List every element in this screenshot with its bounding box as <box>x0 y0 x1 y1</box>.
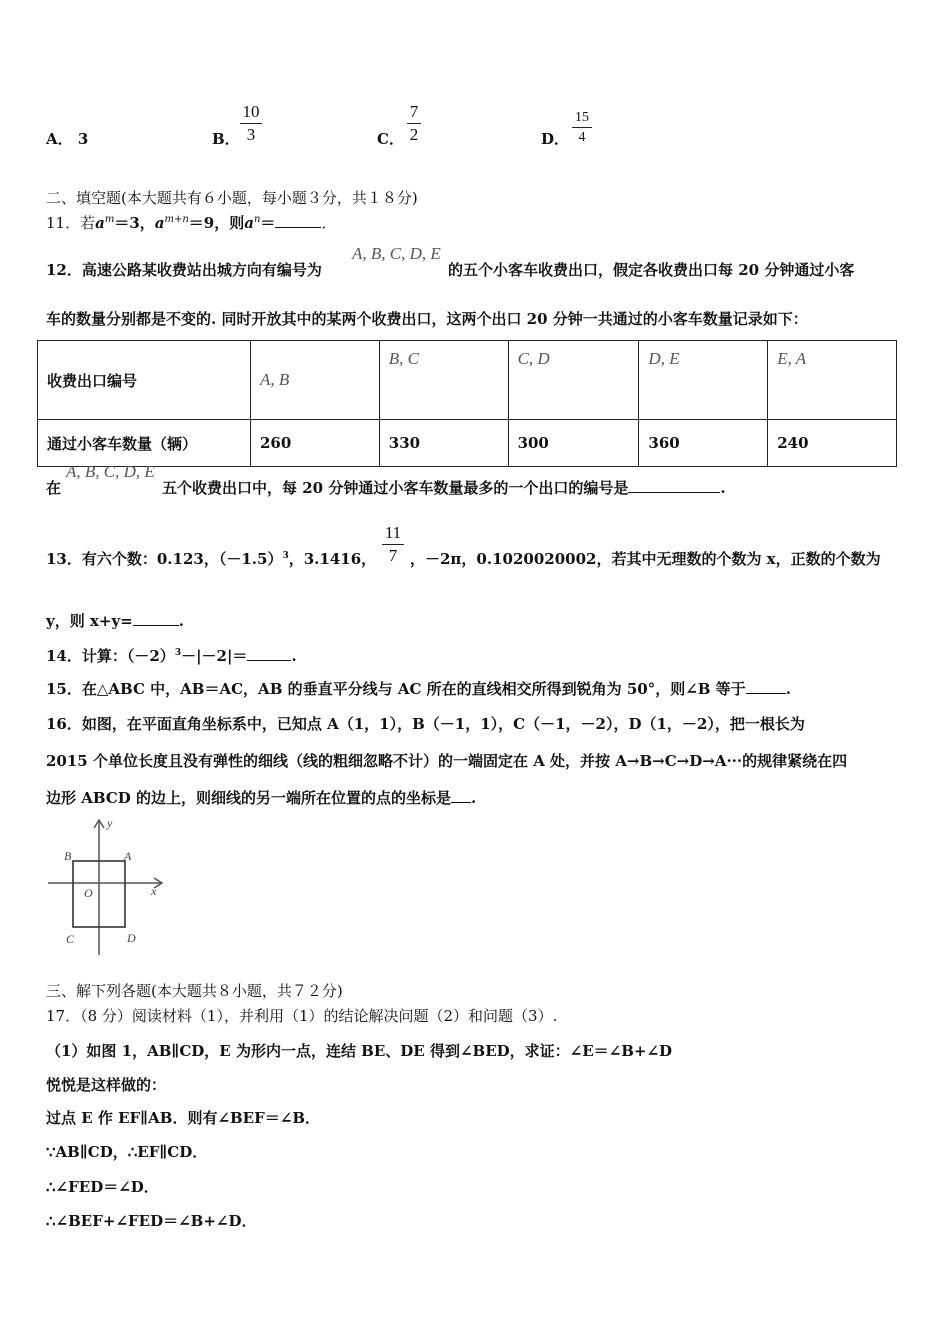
table-cell-value: 300 <box>508 420 639 467</box>
q12-line2: 车的数量分别都是不变的. 同时开放其中的某两个收费出口，这两个出口 20 分钟一共通过的小客车数量记录如下： <box>46 310 808 328</box>
q11-eq3: ＝ <box>260 214 276 232</box>
label-a: A <box>124 849 132 863</box>
q15-answer-blank[interactable] <box>746 693 786 694</box>
q12-math-abcde: A, B, C, D, E <box>352 244 441 263</box>
q16-line3-text: 边形 ABCD 的边上，则细线的另一端所在位置的点的坐标是 <box>46 789 451 807</box>
q15-end: . <box>785 680 791 698</box>
q12-answer-blank[interactable] <box>628 492 720 493</box>
table-cell-value: 360 <box>639 420 768 467</box>
option-c-fraction <box>407 103 421 144</box>
table-row <box>38 341 897 420</box>
q13-numerator: 11 <box>384 523 402 542</box>
q11-answer-blank[interactable] <box>275 227 321 228</box>
q11-exp-n: n <box>253 214 261 225</box>
q13-fraction <box>382 524 404 565</box>
q13-denominator: 7 <box>388 546 398 565</box>
q16-line3-end: . <box>471 789 477 807</box>
option-d-denominator: 4 <box>578 130 586 145</box>
q11-exp-m: m <box>104 214 115 225</box>
q13-line1-c: ，－2π，0.1020020002，若其中无理数的个数为 x，正数的个数为 <box>410 550 881 568</box>
table-cell-value: 260 <box>251 420 380 467</box>
q17-line5: ∵AB∥CD，∴EF∥CD． <box>46 1143 208 1161</box>
q11-exp-mn: m+n <box>164 214 189 225</box>
table-cell-col-cd: C, D <box>508 341 639 420</box>
option-c-denominator: 2 <box>409 125 419 144</box>
q17-line2: （1）如图 1，AB∥CD，E 为形内一点，连结 BE、DE 得到∠BED，求证：∠E＝∠B+∠D <box>46 1042 673 1060</box>
q16-answer-blank[interactable] <box>451 802 471 803</box>
section3-heading: 三、解下列各题(本大题共８小题，共７２分) <box>46 982 343 1000</box>
table-cell-col-ea: E, A <box>768 341 897 420</box>
option-a <box>46 128 88 149</box>
q13-line1-a-text: 13．有六个数：0.123，（－1.5） <box>46 550 283 568</box>
q16-line1: 16．如图，在平面直角坐标系中，已知点 A（1，1），B（－1，1），C（－1，－2），D（1，－2），把一根长为 <box>46 715 805 733</box>
option-c-letter: C． <box>377 130 404 148</box>
q11-prefix: 11．若 <box>46 214 96 232</box>
option-b-denominator: 3 <box>246 125 256 144</box>
label-x: x <box>151 884 157 898</box>
option-d-numerator: 15 <box>575 110 589 125</box>
option-c-numerator: 7 <box>409 102 419 121</box>
label-o: O <box>84 886 93 900</box>
label-y: y <box>107 816 113 830</box>
q13-line1-b: ，3.1416， <box>288 550 377 568</box>
q17-line7: ∴∠BEF+∠FED＝∠B+∠D． <box>46 1212 257 1230</box>
q14-rest: －|－2|＝ <box>181 647 248 665</box>
q17-line3: 悦悦是这样做的： <box>46 1076 167 1094</box>
q12-after-text <box>162 477 726 498</box>
q11-a: a <box>95 214 105 232</box>
q14-end: . <box>291 647 297 665</box>
q13-line2 <box>46 610 184 631</box>
q16-line2: 2015 个单位长度且没有弹性的细线（线的粗细忽略不计）的一端固定在 A 处，并按 A→B→C→D→A···的规律紧绕在四 <box>46 752 848 770</box>
q13-line1-a <box>46 548 376 569</box>
option-b-fraction <box>240 103 262 144</box>
label-d: D <box>127 931 136 945</box>
q11-a3: a <box>244 214 254 232</box>
q11-end: ． <box>321 214 337 232</box>
q12-table <box>37 340 897 467</box>
question-14 <box>46 645 297 666</box>
option-d-letter: D． <box>541 130 570 148</box>
question-15 <box>46 678 791 699</box>
q13-line2-end: . <box>178 612 184 630</box>
q14-answer-blank[interactable] <box>247 660 291 661</box>
option-a-value: 3 <box>77 130 89 148</box>
q12-after-prefix: 在 <box>46 479 62 497</box>
table-header-cell: 收费出口编号 <box>38 341 251 420</box>
table-cell-value: 240 <box>768 420 897 467</box>
q11-eq2: ＝9，则 <box>188 214 245 232</box>
q14-sup: 3 <box>174 648 182 658</box>
q17-line6: ∴∠FED＝∠D． <box>46 1178 159 1196</box>
label-c: C <box>66 932 75 946</box>
table-header-cell: 通过小客车数量（辆） <box>38 420 251 467</box>
table-cell-col-ab: A, B <box>251 341 380 420</box>
q14-text: 14．计算：（－2） <box>46 647 175 665</box>
q13-answer-blank[interactable] <box>133 625 179 626</box>
q17-line4: 过点 E 作 EF∥AB．则有∠BEF＝∠B． <box>46 1109 321 1127</box>
q13-line2-text: y，则 x+y= <box>46 612 133 630</box>
option-d-fraction <box>572 110 592 145</box>
q12-after-math: A, B, C, D, E <box>66 462 155 481</box>
q12-rest: 的五个小客车收费出口，假定各收费出口每 20 分钟通过小客 <box>448 261 855 279</box>
q16-coordinate-figure <box>44 815 174 960</box>
table-cell-col-de: D, E <box>639 341 768 420</box>
table-cell-value: 330 <box>379 420 508 467</box>
option-b-numerator: 10 <box>242 102 260 121</box>
table-cell-col-bc: B, C <box>379 341 508 420</box>
option-b-letter: B． <box>212 130 240 148</box>
q12-after-end: . <box>720 479 726 497</box>
q12-label: 12．高速公路某收费站出城方向有编号为 <box>46 261 322 279</box>
question-11 <box>46 212 336 233</box>
q13-sup: 3 <box>282 551 289 561</box>
section2-heading: 二、填空题(本大题共有６小题，每小题３分，共１８分) <box>46 189 418 207</box>
q12-after-text-content: 五个收费出口中，每 20 分钟通过小客车数量最多的一个出口的编号是 <box>162 479 629 497</box>
q11-a2: a <box>154 214 165 232</box>
q17-line1: 17．（8 分）阅读材料（1），并利用（1）的结论解决问题（2）和问题（3）. <box>46 1007 558 1025</box>
label-b: B <box>64 849 72 863</box>
table-row <box>38 420 897 467</box>
q11-eq1: ＝3， <box>114 214 155 232</box>
option-a-letter: A． <box>46 130 73 148</box>
q16-line3 <box>46 787 476 808</box>
q15-text: 15．在△ABC 中，AB＝AC，AB 的垂直平分线与 AC 所在的直线相交所得到锐角为 50°，则∠B 等于 <box>46 680 746 698</box>
